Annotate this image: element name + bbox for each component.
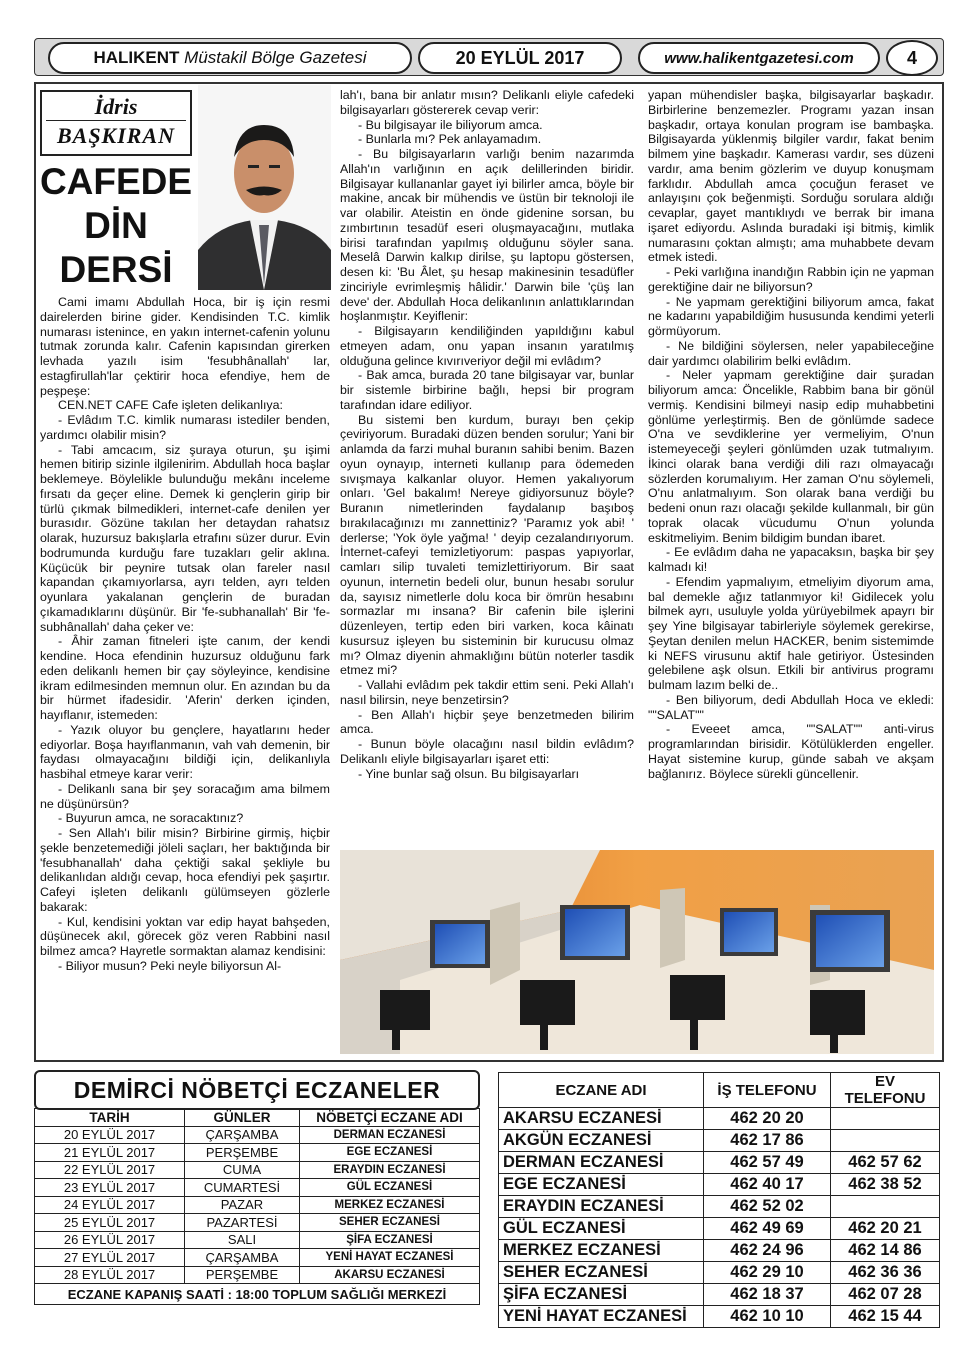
paper-name: HALIKENT	[93, 48, 180, 67]
date-cell: 27 EYLÜL 2017	[35, 1249, 185, 1267]
closing-time-note: ECZANE KAPANIŞ SAATİ : 18:00 TOPLUM SAĞLIĞI MERKEZİ	[35, 1284, 480, 1305]
work-phone-cell: 462 49 69	[704, 1218, 831, 1240]
day-cell: PAZARTESİ	[185, 1214, 300, 1232]
date-pill	[418, 42, 622, 74]
table-row	[499, 1174, 940, 1196]
paragraph: Bu sistemi ben kurdum, burayı ben çekip çeviriyorum. Buradaki düzen benden sorulur; Yani bir anlamda da farzi muhal buranın sahibi benim. Bazen oyun oynayıp, interneti kullanıp para ödemeden sıvışmaya kalkanlar oluyor. Hemen yakalıyorum onları. 'Gel bakalım! Nereye gidiyorsunuz böyle? Buranın nimetlerinden faydalanıp başıboş bırakılacağınızı mı zannettiniz? 'Paramız yok abi! ' derlerse; 'Yok öyle yağma! ' deyip cezalandırıyorum. İnternet-cafeyi temizletiyorum: paspas yapıyorlar, camları silip tuvaleti temizlettiriyorum. Bir saat oyunun, internetin bedeli olur, bunun hesabı sorulur da, sayısız nimetlerle dolu koca bir ömrün hesabını sormazlar mı insana? Bir cafenin bile işlerini düzenleyen, tertip eden biri varken, koca kâinatı kusursuz işleyen bu sisteminin bir kurucusu olmaz mı? Olmaz diyenin ahmaklığını bütün noterler tasdik etmez mi?	[340, 412, 634, 678]
pharmacy-name-cell: YENİ HAYAT ECZANESİ	[499, 1306, 704, 1328]
day-cell: PERŞEMBE	[185, 1144, 300, 1162]
paragraph: - Bilgisayarın kendiliğinden yapıldığını kabul etmeyen adam, onu yapan insanın yaratılmış olduğuna gelince kıvırıveriyor değil mi evlâdım?	[340, 324, 634, 368]
paper-name-pill	[48, 42, 412, 74]
work-phone-cell: 462 24 96	[704, 1240, 831, 1262]
home-phone-cell: 462 15 44	[831, 1306, 940, 1328]
author-photo	[198, 85, 331, 290]
date-cell: 28 EYLÜL 2017	[35, 1266, 185, 1284]
page-number: 4	[906, 47, 917, 68]
paragraph: - Kul, kendisini yoktan var edip hayat bahşeden, düşünecek akıl, görecek göz veren Rabbini nasıl bilmez amca? Hayretle sormaktan alamaz kendisini:	[40, 914, 330, 958]
pharmacy-cell: GÜL ECZANESİ	[300, 1179, 480, 1197]
home-phone-cell: 462 14 86	[831, 1240, 940, 1262]
paragraph: - Vallahi evlâdım pek takdir ettim seni. Peki Allah'ı nasıl bilirsin, neye benzetirsin?	[340, 678, 634, 707]
table-row	[35, 1144, 480, 1162]
headline-line-1: CAFEDE	[39, 161, 193, 202]
paragraph: - Ben Allah'ı hiçbir şeye benzetmeden bilirim amca.	[340, 707, 634, 737]
table-row	[499, 1196, 940, 1218]
paragraph: - Eveeet amca, ""SALAT"" anti-virus programlarından birisidir. Kötülüklerden engeller. Hayat sistemine kurup, günde sabah ve akşam bağlanırız. Böylece sürekli güncellenir.	[648, 722, 934, 781]
paragraph: - Evlâdım T.C. kimlik numarası istediler benden, yardımcı olabilir misin?	[40, 413, 330, 442]
work-phone-cell: 462 18 37	[704, 1284, 831, 1306]
work-phone-cell: 462 20 20	[704, 1108, 831, 1130]
pharmacy-name-cell: SEHER ECZANESİ	[499, 1262, 704, 1284]
home-phone-cell	[831, 1108, 940, 1130]
issue-date: 20 EYLÜL 2017	[455, 47, 585, 68]
pharmacy-cell: SEHER ECZANESİ	[300, 1214, 480, 1232]
table-row	[499, 1130, 940, 1152]
duty-schedule-table	[34, 1108, 480, 1305]
home-phone-cell: 462 38 52	[831, 1174, 940, 1196]
day-cell: ÇARŞAMBA	[185, 1126, 300, 1144]
paragraph: - Bak amca, burada 20 tane bilgisayar var, bunlar bir sistemle birbirine bağlı, hepsi bir program tarafından idare ediliyor.	[340, 368, 634, 412]
pharmacy-name-cell: EGE ECZANESİ	[499, 1174, 704, 1196]
table-row	[499, 1284, 940, 1306]
pharmacy-name-cell: AKGÜN ECZANESİ	[499, 1130, 704, 1152]
table-row	[35, 1179, 480, 1197]
paragraph: - Peki varlığına inandığın Rabbin için ne yapman gerektiğine dair ne biliyorsun?	[648, 265, 934, 294]
day-cell: PERŞEMBE	[185, 1266, 300, 1284]
pharmacy-cell: ŞİFA ECZANESİ	[300, 1231, 480, 1249]
date-cell: 24 EYLÜL 2017	[35, 1196, 185, 1214]
date-cell: 23 EYLÜL 2017	[35, 1179, 185, 1197]
website-pill	[638, 42, 880, 74]
column-header: NÖBETÇİ ECZANE ADI	[300, 1109, 480, 1127]
paragraph: - Ben biliyorum, dedi Abdullah Hoca ve ekledi: ""SALAT""	[648, 692, 934, 722]
pharmacy-name-cell: DERMAN ECZANESİ	[499, 1152, 704, 1174]
paragraph: - Yazık oluyor bu gençlere, hayatlarını heder ediyorlar. Boşa hayıflanmanın, vah vah demenin, bir faydası olmayacağını bildiği için, delikanlıyla hasbihal etmeye karar verir:	[40, 722, 330, 781]
table-row	[35, 1126, 480, 1144]
article-column-3	[648, 88, 934, 781]
paragraph: - Neler yapmam gerektiğine dair şuradan biliyorum amca: Öncelikle, Rabbim bana bir gönül vermiş. Kendisini bilmeyi nasip edip muhabbetini gönlüme yerleştirmiş. Ben de gönlümde sadece O'na ve sevdiklerine yer vermeliyim, O'nun istemeyeceği şeyleri gönlümden uzak tutmalıyım. İkinci olarak bana verdiği dili razı olmayacağı sözlerden korumalıyım. Her zaman O'nu söylemeli, O'nu anlatmalıyım. Son olarak bana verdiği bu bedeni onun razı olacağı şekilde kullanmalı, bir gün toprak olacak vücudumu O'nun yolunda eskitmeliyim. Benim bildigim bundan ibaret.	[648, 368, 934, 545]
headline-line-2: DİN	[84, 205, 148, 246]
column-header: TARİH	[35, 1109, 185, 1127]
home-phone-cell: 462 57 62	[831, 1152, 940, 1174]
pharmacy-cell: DERMAN ECZANESİ	[300, 1126, 480, 1144]
paragraph: - Bunlarla mı? Pek anlayamadım.	[358, 132, 542, 147]
home-phone-cell	[831, 1196, 940, 1218]
table-row	[499, 1262, 940, 1284]
date-cell: 22 EYLÜL 2017	[35, 1161, 185, 1179]
column-header: İŞ TELEFONU	[704, 1073, 831, 1108]
paragraph: - Ee evlâdım daha ne yapacaksın, başka bir şey kalmadı ki!	[648, 545, 934, 574]
paragraph: - Âhir zaman fitneleri işte canım, der kendi kendine. Hoca efendinin huzursuz olduğunu fark eden delikanlı hemen bir çay söyleyince, kendisine ikram edilmesinden memnun olur. En azından bu da bir hürmet ifadesidir. 'Aferin' derken içinden, hayıflanır, istemeden:	[40, 634, 330, 722]
day-cell: PAZAR	[185, 1196, 300, 1214]
home-phone-cell	[831, 1130, 940, 1152]
table-row	[35, 1214, 480, 1232]
page-number-pill	[886, 40, 938, 76]
pharmacy-name-cell: AKARSU ECZANESİ	[499, 1108, 704, 1130]
table-row	[499, 1218, 940, 1240]
table-footer-row	[35, 1284, 480, 1305]
table-header-row	[499, 1073, 940, 1108]
column-header: EV TELEFONU	[831, 1073, 940, 1108]
article-column-1	[40, 295, 330, 974]
paragraph: - Biliyor musun? Peki neyle biliyorsun Al-	[58, 958, 282, 973]
article-column-2	[340, 88, 634, 781]
day-cell: CUMA	[185, 1161, 300, 1179]
pharmacy-cell: YENİ HAYAT ECZANESİ	[300, 1249, 480, 1267]
author-last-name: BAŞKIRAN	[56, 123, 176, 148]
pharmacy-phone-table	[498, 1072, 940, 1328]
home-phone-cell: 462 20 21	[831, 1218, 940, 1240]
paragraph: - Buyurun amca, ne soracaktınız?	[58, 811, 244, 826]
pharmacy-name-cell: GÜL ECZANESİ	[499, 1218, 704, 1240]
duty-title: DEMİRCİ NÖBETÇİ ECZANELER	[73, 1076, 441, 1103]
date-cell: 25 EYLÜL 2017	[35, 1214, 185, 1232]
table-row	[499, 1240, 940, 1262]
internet-cafe-photo	[340, 850, 934, 1054]
paragraph: lah'ı, bana bir anlatır mısın? Delikanlı eliyle cafedeki bilgisayarları göstererek cevap verir:	[340, 88, 634, 117]
work-phone-cell: 462 17 86	[704, 1130, 831, 1152]
day-cell: SALI	[185, 1231, 300, 1249]
paragraph: - Ne yapmam gerektiğini biliyorum amca, fakat ne kadarını yapabildiğim hususunda kendimi yeterli görmüyorum.	[648, 294, 934, 338]
table-row	[35, 1196, 480, 1214]
website-link[interactable]: www.halikentgazetesi.com	[664, 49, 854, 67]
paragraph: - Bu bilgisayarların varlığı benim nazarımda Allah'ın varlığının en açık delillerinden biridir. Bilgisayar kullananlar gayet iyi bilirler amca, böyle bir makine, ancak bir mühendis ve üstün bir teknoloji ile var olabilir. Ateistin en önde gidenine sorsan, bu zımbırtının tesadüf eseri oluşmayacağını, mutlaka birisi tarafından yapılmış olduğunu söyler sana. Meselâ Darwin kalkıp dirilse, şu laptopu göstersen, desen ki: 'Bu Âlet, şu hesap makinesinin tesadüfler zinciriyle evrimleşmiş hâlidir.' Darwin bile 'çüş lan deve' der. Abdullah Hoca delikanlının anlattıklarından hoşlanmıştır. Keyiflenir:	[340, 147, 634, 324]
pharmacy-name-cell: ERAYDIN ECZANESİ	[499, 1196, 704, 1218]
paragraph: - Ne bildiğini söylersen, neler yapabileceğine dair yardımcı olabilirim belki evlâdım.	[648, 338, 934, 368]
table-header-row	[35, 1109, 480, 1127]
paragraph: - Bunun böyle olacağını nasıl bildin evlâdım? Delikanlı eliyle bilgisayarları işaret etti:	[340, 737, 634, 766]
paragraph: - Efendim yapmalıyım, etmeliyim diyorum ama, bal demekle ağız tatlanmıyor ki! Gidilecek yolu bilmek ayrı, usuluyle yolda yürüyebilmek apayrı bir şey Yine bilgisayar tabirleriyle söylemek gerekirse, Şeytan denilen melun HACKER, benim sistemimde ki NEFS virusunu aktif hale getiriyor. Üstesinden gelebilene aşk olsun. Etkili bir antivirus programı bulmam lazım belki de..	[648, 574, 934, 692]
pharmacy-cell: ERAYDIN ECZANESİ	[300, 1161, 480, 1179]
pharmacy-cell: AKARSU ECZANESİ	[300, 1266, 480, 1284]
paper-subtitle: Müstakil Bölge Gazetesi	[184, 48, 367, 67]
table-row	[499, 1108, 940, 1130]
home-phone-cell: 462 36 36	[831, 1262, 940, 1284]
pharmacy-cell: MERKEZ ECZANESİ	[300, 1196, 480, 1214]
column-header: ECZANE ADI	[499, 1073, 704, 1108]
author-first-name: İdris	[46, 94, 186, 121]
paragraph: - Sen Allah'ı bilir misin? Birbirine girmiş, hiçbir şekle benzetemediği jöleli saçları, her baktığında bir 'fesubhanallah' daha çektiği sakal şekliyle bu delikanlıdan aldığı cevap, hoca efendiyi pek şaşırtır. Cafeyi işleten delikanlı gülümseyen gözlerle bakarak:	[40, 826, 330, 914]
paragraph: - Tabi amcacım, siz şuraya oturun, şu işimi hemen bitirip sizinle ilgilenirim. Abdullah hoca başlar beklemeye. Böylelikle bulunduğu mekânı inceleme fırsatı da geçer eline. Demek ki gençlerin girip bir türlü çıkmak bilmedikleri, internet-cafe denilen yer burasıdır. Gözüne takılan her detaydan rahatsız olarak, huzursuz bakışlarla etrafını süzer durur. Evin bodrumunda kurduğu fare tuzakları gelir aklına. Küçücük bir peynire tutsak olan fareler nasıl kapandan çıkamıyorlarsa, ayrı telden, ayrı telden oyunlara yakalanan gençlerin de buradan çıkamadıklarını düşünür. Bir 'fe-subhanallah' Bir 'fe-subhânallah' daha çeker ve:	[40, 442, 330, 634]
column-header: GÜNLER	[185, 1109, 300, 1127]
paragraph: yapan mühendisler başka, bilgisayarlar başkadır. Birbirlerine benzemezler. Programı yazan insan başkadır, ortaya konulan program ise bambaşka. Bilgisayarda yüklenmiş bilgiler vardır, fakat benim bilmem yine başkadır. Kamerası vardır, ses düzeni vardır, ama benim gözlerim ve duyup konuşmam farklıdır. Abdullah amca çocuğun feraset ve anlayışını çok beğenmişti. Sorduğu sorulara aldığı cevaplar, gayet mantıklıydı ve berrak bir imana işaret ediyordu. Aslında buradaki işi bitmiş, kimlik numarasını çoktan almıştı; ama muhabbete devam etmek istedi.	[648, 88, 934, 265]
author-box	[40, 90, 192, 156]
table-row	[35, 1161, 480, 1179]
pharmacy-cell: EGE ECZANESİ	[300, 1144, 480, 1162]
work-phone-cell: 462 40 17	[704, 1174, 831, 1196]
work-phone-cell: 462 10 10	[704, 1306, 831, 1328]
date-cell: 20 EYLÜL 2017	[35, 1126, 185, 1144]
table-row	[499, 1306, 940, 1328]
date-cell: 26 EYLÜL 2017	[35, 1231, 185, 1249]
paragraph: - Delikanlı sana bir şey soracağım ama bilmem ne düşünürsün?	[40, 781, 330, 811]
table-row	[35, 1266, 480, 1284]
pharmacy-name-cell: ŞİFA ECZANESİ	[499, 1284, 704, 1306]
date-cell: 21 EYLÜL 2017	[35, 1144, 185, 1162]
paragraph: Cami imamı Abdullah Hoca, bir iş için resmi dairelerden birine gider. Kendisinden T.C. kimlik numarası istenince, en yakın internet-cafenin yolunu tutmak zorunda kalır. Cafenin kapısından girerken levhada yazılı isim 'fesubhânallah' lar, estagfirullah'lar çektirir hoca efendiye, hem de peşpeşe:	[40, 295, 330, 398]
table-row	[35, 1249, 480, 1267]
paragraph: CEN.NET CAFE Cafe işleten delikanlıya:	[58, 398, 283, 413]
paragraph: - Yine bunlar sağ olsun. Bu bilgisayarları	[358, 766, 580, 781]
day-cell: CUMARTESİ	[185, 1179, 300, 1197]
work-phone-cell: 462 29 10	[704, 1262, 831, 1284]
duty-title-box	[34, 1070, 480, 1110]
day-cell: ÇARŞAMBA	[185, 1249, 300, 1267]
home-phone-cell: 462 07 28	[831, 1284, 940, 1306]
headline	[36, 160, 196, 292]
work-phone-cell: 462 52 02	[704, 1196, 831, 1218]
work-phone-cell: 462 57 49	[704, 1152, 831, 1174]
table-row	[35, 1231, 480, 1249]
paragraph: - Bu bilgisayar ile biliyorum amca.	[358, 117, 543, 132]
headline-line-3: DERSİ	[59, 249, 173, 290]
table-row	[499, 1152, 940, 1174]
pharmacy-name-cell: MERKEZ ECZANESİ	[499, 1240, 704, 1262]
